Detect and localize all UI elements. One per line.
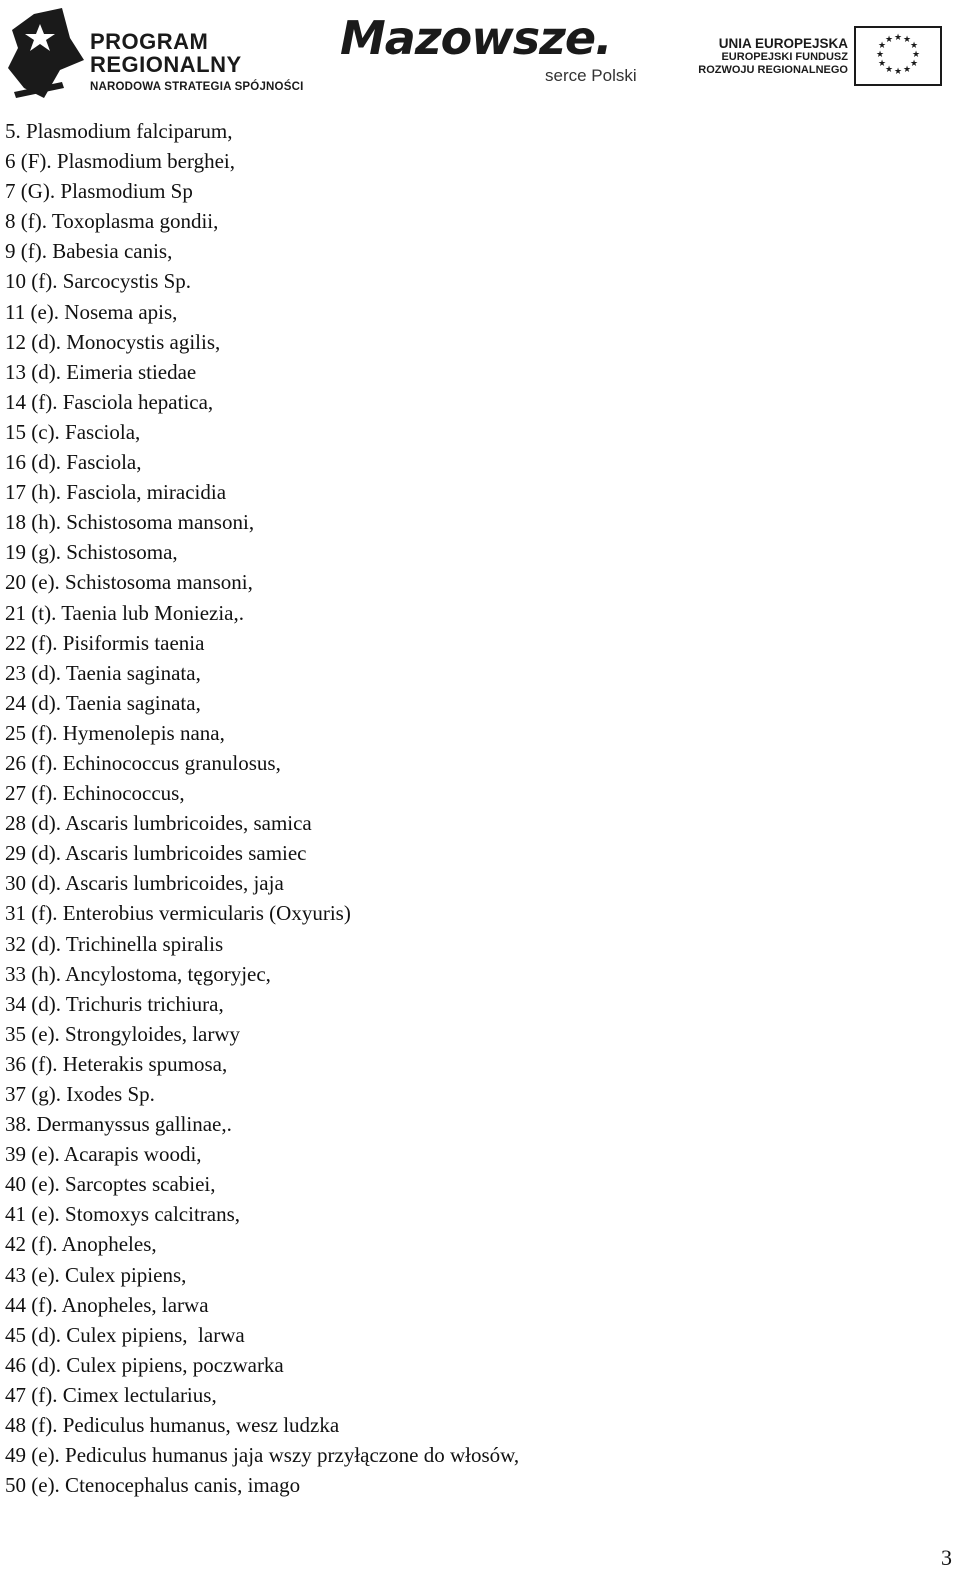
mazowsze-tagline: serce Polski	[545, 66, 637, 85]
list-item: 33 (h). Ancylostoma, tęgoryjec,	[5, 961, 271, 986]
list-item: 7 (G). Plasmodium Sp	[5, 179, 193, 204]
list-item: 25 (f). Hymenolepis nana,	[5, 720, 225, 745]
svg-text:★: ★	[902, 65, 912, 75]
eu-logo-line-1: UNIA EUROPEJSKA	[718, 36, 848, 51]
list-item: 48 (f). Pediculus humanus, wesz ludzka	[5, 1413, 340, 1438]
list-item: 32 (d). Trichinella spiralis	[5, 931, 224, 956]
list-item: 21 (t). Taenia lub Moniezia,.	[5, 600, 244, 625]
list-item: 18 (h). Schistosoma mansoni,	[5, 510, 255, 535]
page-number: 3	[941, 1545, 952, 1570]
svg-text:★: ★	[893, 67, 903, 77]
list-item: 45 (d). Culex pipiens, larwa	[5, 1322, 245, 1347]
svg-text:★: ★	[877, 59, 887, 69]
regionalny-logo-line: REGIONALNY	[90, 52, 242, 77]
list-item: 27 (f). Echinococcus,	[5, 781, 185, 806]
list-item: 46 (d). Culex pipiens, poczwarka	[5, 1352, 284, 1377]
eu-flag	[854, 26, 942, 86]
list-item: 42 (f). Anopheles,	[5, 1232, 157, 1257]
list-item: 47 (f). Cimex lectularius,	[5, 1382, 217, 1407]
svg-text:★: ★	[902, 35, 912, 45]
list-item: 40 (e). Sarcoptes scabiei,	[5, 1172, 216, 1197]
list-item: 44 (f). Anopheles, larwa	[5, 1292, 209, 1317]
list-item: 22 (f). Pisiformis taenia	[5, 630, 205, 655]
list-item: 24 (d). Taenia saginata,	[5, 690, 201, 715]
list-item: 17 (h). Fasciola, miracidia	[5, 480, 227, 505]
list-item: 10 (f). Sarcocystis Sp.	[5, 269, 192, 294]
list-item: 35 (e). Strongyloides, larwy	[5, 1021, 241, 1046]
list-item: 8 (f). Toxoplasma gondii,	[5, 209, 219, 234]
list-item: 14 (f). Fasciola hepatica,	[5, 389, 214, 414]
eu-logo	[690, 26, 960, 96]
svg-text:★: ★	[875, 50, 885, 60]
list-item: 41 (e). Stomoxys calcitrans,	[5, 1202, 241, 1227]
svg-text:★: ★	[911, 50, 921, 60]
list-item: 37 (g). Ixodes Sp.	[5, 1082, 155, 1106]
program-regionalny-logo	[4, 8, 304, 98]
list-item: 12 (d). Monocystis agilis,	[5, 329, 221, 354]
list-item: 28 (d). Ascaris lumbricoides, samica	[5, 811, 312, 836]
list-item: 20 (e). Schistosoma mansoni,	[5, 570, 253, 595]
eu-text	[690, 36, 848, 77]
mazowsze-wordmark: Mazowsze.	[340, 11, 612, 65]
program-regionalny-text	[90, 30, 303, 95]
list-item: 29 (d). Ascaris lumbricoides samiec	[5, 841, 307, 866]
list-item: 5. Plasmodium falciparum,	[5, 119, 233, 143]
specimen-list	[5, 116, 519, 1500]
list-item: 34 (d). Trichuris trichiura,	[5, 991, 224, 1016]
mazowsze-logo	[340, 10, 650, 94]
list-item: 36 (f). Heterakis spumosa,	[5, 1051, 228, 1076]
list-item: 13 (d). Eimeria stiedae	[5, 359, 197, 384]
list-item: 15 (c). Fasciola,	[5, 419, 141, 444]
page-header	[0, 0, 960, 104]
svg-text:★: ★	[884, 65, 894, 75]
list-item: 6 (F). Plasmodium berghei,	[5, 149, 236, 174]
svg-text:★: ★	[884, 35, 894, 45]
list-item: 43 (e). Culex pipiens,	[5, 1262, 187, 1287]
eu-stars-icon	[856, 28, 940, 84]
list-item: 49 (e). Pediculus humanus jaja wszy przyłączone do włosów,	[5, 1443, 520, 1468]
list-item: 19 (g). Schistosoma,	[5, 540, 178, 565]
eu-logo-line-2: EUROPEJSKI FUNDUSZ	[721, 51, 848, 63]
list-item: 50 (e). Ctenocephalus canis, imago	[5, 1473, 301, 1498]
list-item: 16 (d). Fasciola,	[5, 450, 142, 475]
list-item: 30 (d). Ascaris lumbricoides, jaja	[5, 871, 284, 896]
svg-text:★: ★	[877, 41, 887, 51]
list-item: 11 (e). Nosema apis,	[5, 299, 178, 324]
list-item: 23 (d). Taenia saginata,	[5, 660, 201, 685]
svg-text:★: ★	[893, 33, 903, 43]
svg-text:★: ★	[909, 41, 919, 51]
list-item: 31 (f). Enterobius vermicularis (Oxyuris)	[5, 901, 351, 926]
eu-logo-line-3: ROZWOJU REGIONALNEGO	[698, 64, 848, 76]
list-item: 39 (e). Acarapis woodi,	[5, 1142, 202, 1167]
program-regionalny-emblem-icon	[4, 8, 88, 98]
program-logo-line: PROGRAM	[90, 29, 209, 54]
list-item: 38. Dermanyssus gallinae,.	[5, 1112, 232, 1137]
list-item: 26 (f). Echinococcus granulosus,	[5, 750, 281, 775]
list-item: 9 (f). Babesia canis,	[5, 239, 173, 264]
svg-text:★: ★	[909, 59, 919, 69]
strategia-logo-line: NARODOWA STRATEGIA SPÓJNOŚCI	[90, 81, 304, 93]
